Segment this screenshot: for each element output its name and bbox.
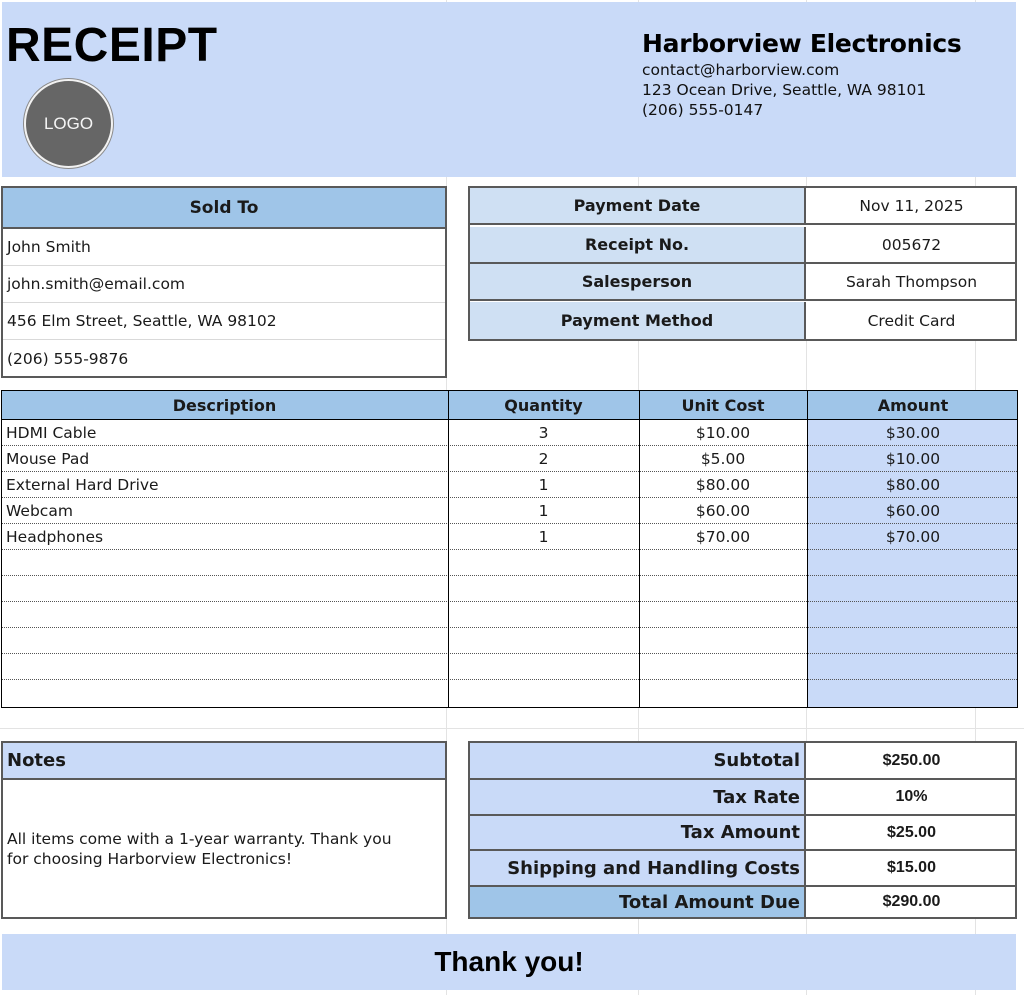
customer-phone[interactable]: (206) 555-9876 [7, 349, 129, 368]
items-table [1, 390, 1018, 708]
column-header-quantity: Quantity [504, 396, 583, 415]
shipping-label: Shipping and Handling Costs [470, 851, 806, 885]
table-row [2, 498, 1017, 524]
company-name: Harborview Electronics [642, 29, 962, 58]
shipping-row [470, 851, 1015, 887]
company-info [642, 28, 962, 120]
sheet-gridline [0, 728, 1024, 729]
receipt-no-row [470, 227, 1015, 264]
item-quantity[interactable]: 1 [538, 527, 549, 546]
item-description[interactable]: HDMI Cable [6, 423, 97, 442]
receipt-title: RECEIPT [6, 19, 218, 72]
item-quantity[interactable]: 1 [538, 475, 549, 494]
table-row [2, 446, 1017, 472]
payment-date-row [470, 188, 1015, 225]
notes-box [1, 741, 447, 919]
sold-to-heading: Sold To [3, 188, 445, 229]
total-due-row [470, 887, 1015, 917]
subtotal-label: Subtotal [470, 743, 806, 778]
total-due-label: Total Amount Due [470, 887, 806, 917]
column-header-amount: Amount [877, 396, 949, 415]
thank-you-text: Thank you! [434, 946, 584, 977]
item-description[interactable]: Mouse Pad [6, 449, 90, 468]
item-amount: $30.00 [885, 423, 941, 442]
item-description[interactable]: External Hard Drive [6, 475, 159, 494]
shipping-value[interactable]: $15.00 [887, 859, 936, 876]
notes-line: for choosing Harborview Electronics! [7, 850, 293, 868]
tax-rate-row [470, 780, 1015, 816]
total-due-value: $290.00 [882, 893, 941, 910]
thank-you-banner [2, 934, 1016, 990]
item-amount: $60.00 [885, 501, 941, 520]
column-divider [639, 391, 640, 707]
item-description[interactable]: Webcam [6, 501, 73, 520]
item-unit-cost[interactable]: $80.00 [695, 475, 751, 494]
sold-to-box [1, 186, 447, 378]
items-header-row [2, 391, 1017, 420]
item-quantity[interactable]: 3 [538, 423, 549, 442]
notes-text[interactable] [7, 829, 427, 869]
customer-email[interactable]: john.smith@email.com [3, 266, 445, 303]
table-row-empty[interactable] [2, 550, 1017, 576]
payment-info-box [468, 186, 1017, 341]
table-row [2, 524, 1017, 550]
table-row-empty[interactable] [2, 576, 1017, 602]
tax-rate-label: Tax Rate [470, 780, 806, 814]
subtotal-value: $250.00 [882, 751, 941, 769]
table-row-empty[interactable] [2, 628, 1017, 654]
receipt-no-label: Receipt No. [470, 227, 806, 262]
table-row-empty[interactable] [2, 680, 1017, 706]
item-description[interactable]: Headphones [6, 527, 104, 546]
payment-date-value[interactable]: Nov 11, 2025 [859, 196, 964, 215]
customer-address[interactable]: 456 Elm Street, Seattle, WA 98102 [3, 303, 445, 340]
company-address: 123 Ocean Drive, Seattle, WA 98101 [642, 81, 927, 99]
column-divider [807, 391, 808, 707]
item-unit-cost[interactable]: $60.00 [695, 501, 751, 520]
item-amount: $10.00 [885, 449, 941, 468]
company-email: contact@harborview.com [642, 61, 840, 79]
subtotal-row [470, 743, 1015, 780]
item-unit-cost[interactable]: $5.00 [700, 449, 746, 468]
item-quantity[interactable]: 2 [538, 449, 549, 468]
tax-amount-row [470, 816, 1015, 851]
item-unit-cost[interactable]: $70.00 [695, 527, 751, 546]
payment-method-label: Payment Method [470, 302, 806, 339]
tax-amount-label: Tax Amount [470, 816, 806, 849]
payment-method-row [470, 302, 1015, 339]
company-phone: (206) 555-0147 [642, 101, 764, 119]
salesperson-row [470, 264, 1015, 301]
table-row [2, 420, 1017, 446]
item-amount: $70.00 [885, 527, 941, 546]
tax-amount-value: $25.00 [887, 823, 936, 841]
payment-date-label: Payment Date [470, 188, 806, 223]
table-row [2, 472, 1017, 498]
table-row-empty[interactable] [2, 602, 1017, 628]
item-quantity[interactable]: 1 [538, 501, 549, 520]
item-unit-cost[interactable]: $10.00 [695, 423, 751, 442]
salesperson-label: Salesperson [470, 264, 806, 299]
column-divider [448, 391, 449, 707]
column-header-unit-cost: Unit Cost [681, 396, 765, 415]
salesperson-value[interactable]: Sarah Thompson [845, 272, 978, 291]
column-header-description: Description [172, 396, 277, 415]
totals-box [468, 741, 1017, 919]
item-amount: $80.00 [885, 475, 941, 494]
notes-heading: Notes [3, 743, 445, 780]
table-row-empty[interactable] [2, 654, 1017, 680]
payment-method-value[interactable]: Credit Card [867, 311, 956, 330]
customer-name[interactable]: John Smith [3, 229, 445, 266]
receipt-no-value[interactable]: 005672 [881, 235, 942, 254]
tax-rate-value[interactable]: 10% [895, 788, 928, 805]
notes-line: All items come with a 1-year warranty. Thank you [7, 830, 392, 848]
logo-placeholder [24, 79, 113, 168]
logo-text: LOGO [43, 113, 94, 133]
